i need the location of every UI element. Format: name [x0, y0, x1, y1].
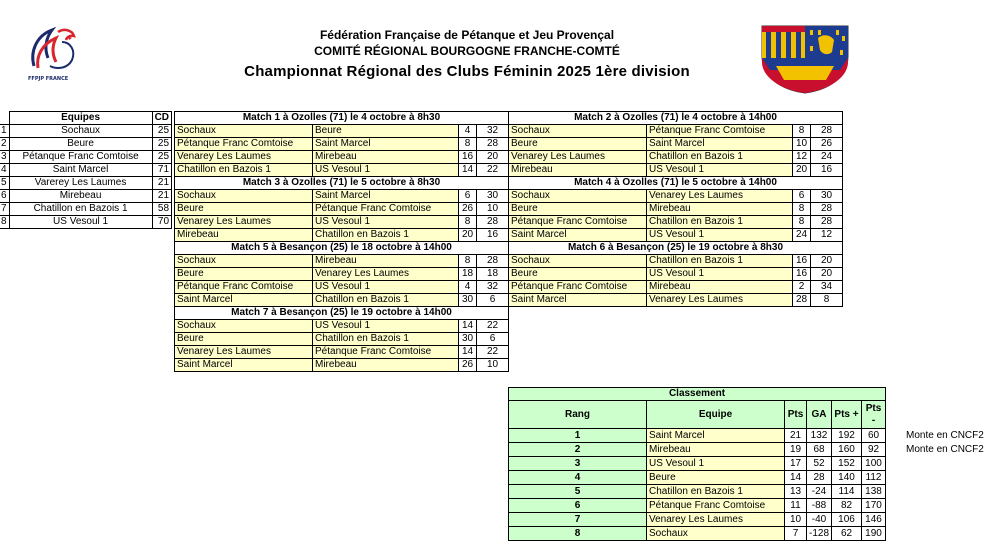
away-score: 32 [477, 281, 509, 294]
home-score: 8 [793, 203, 811, 216]
team-row [0, 151, 172, 164]
points: 17 [785, 457, 807, 471]
team-cd: 25 [152, 125, 171, 138]
away-score: 16 [477, 229, 509, 242]
home-score: 8 [459, 255, 477, 268]
team-name: US Vesoul 1 [9, 216, 152, 229]
team-name: Pétanque Franc Comtoise [9, 151, 152, 164]
away-score: 28 [811, 203, 843, 216]
away-score: 12 [811, 229, 843, 242]
away-score: 20 [811, 268, 843, 281]
goal-average: -24 [807, 485, 832, 499]
ranked-team: Pétanque Franc Comtoise [647, 499, 785, 513]
points: 11 [785, 499, 807, 513]
goal-average: -128 [807, 527, 832, 541]
away-team: Chatillon en Bazois 1 [313, 294, 459, 307]
away-score: 10 [477, 359, 509, 372]
match-row [175, 190, 843, 203]
points: 7 [785, 527, 807, 541]
round-title-row [175, 242, 843, 255]
home-team: Sochaux [175, 125, 313, 138]
rang-header: Rang [509, 401, 647, 429]
team-cd: 71 [152, 164, 171, 177]
classement-header-row [509, 401, 886, 429]
home-team: Saint Marcel [175, 294, 313, 307]
match-title: Match 5 à Besançon (25) le 18 octobre à 14h00 [175, 242, 509, 255]
team-name: Mirebeau [9, 190, 152, 203]
rank: 2 [509, 443, 647, 457]
classement-title-row [509, 388, 886, 401]
match-row [175, 203, 843, 216]
away-team: US Vesoul 1 [313, 164, 459, 177]
away-team: Pétanque Franc Comtoise [647, 125, 793, 138]
promotion-note: Monte en CNCF2 [906, 444, 984, 455]
away-team: Venarey Les Laumes [647, 190, 793, 203]
home-team: Beure [175, 333, 313, 346]
team-name: Sochaux [9, 125, 152, 138]
team-number: 1 [0, 125, 9, 138]
points-against: 146 [862, 513, 886, 527]
goal-average: 28 [807, 471, 832, 485]
home-score: 10 [793, 138, 811, 151]
away-team: Mirebeau [313, 151, 459, 164]
home-score: 14 [459, 346, 477, 359]
teams-header-row [0, 112, 172, 125]
rank: 3 [509, 457, 647, 471]
match-row [175, 125, 843, 138]
logo-text: FFPJP FRANCE [28, 76, 69, 82]
match-row [175, 359, 843, 372]
home-score: 6 [459, 190, 477, 203]
classement-row [509, 485, 886, 499]
away-score: 28 [477, 255, 509, 268]
classement-row [509, 443, 886, 457]
team-row [0, 203, 172, 216]
rank: 4 [509, 471, 647, 485]
away-team: Saint Marcel [313, 138, 459, 151]
rank: 6 [509, 499, 647, 513]
home-team: Pétanque Franc Comtoise [509, 281, 647, 294]
ga-header: GA [807, 401, 832, 429]
home-team: Sochaux [175, 190, 313, 203]
match-row [175, 268, 843, 281]
points-against: 190 [862, 527, 886, 541]
goal-average: -40 [807, 513, 832, 527]
home-team: Sochaux [509, 255, 647, 268]
match-row [175, 151, 843, 164]
team-row [0, 216, 172, 229]
away-score: 22 [477, 320, 509, 333]
team-cd: 58 [152, 203, 171, 216]
home-score: 18 [459, 268, 477, 281]
pts-minus-header: Pts - [862, 401, 886, 429]
match-row [175, 346, 843, 359]
home-score: 24 [793, 229, 811, 242]
away-score: 22 [477, 346, 509, 359]
match-title: Match 7 à Besançon (25) le 19 octobre à 14h00 [175, 307, 509, 320]
points: 14 [785, 471, 807, 485]
away-team: US Vesoul 1 [313, 320, 459, 333]
rank: 5 [509, 485, 647, 499]
points-against: 100 [862, 457, 886, 471]
away-team: Mirebeau [313, 255, 459, 268]
team-cd: 21 [152, 177, 171, 190]
home-score: 30 [459, 333, 477, 346]
away-score: 6 [477, 333, 509, 346]
match-row [175, 294, 843, 307]
match-title: Match 6 à Besançon (25) le 19 octobre à 8h30 [509, 242, 843, 255]
away-score: 18 [477, 268, 509, 281]
home-team: Venarey Les Laumes [175, 151, 313, 164]
home-score: 4 [459, 281, 477, 294]
away-team: Chatillon en Bazois 1 [313, 229, 459, 242]
match-row [175, 138, 843, 151]
points-against: 138 [862, 485, 886, 499]
home-score: 14 [459, 164, 477, 177]
away-score: 28 [811, 216, 843, 229]
promotion-note: Monte en CNCF2 [906, 430, 984, 441]
home-score: 16 [793, 255, 811, 268]
championship-title: Championnat Régional des Clubs Féminin 2025 1ère division [244, 63, 690, 80]
teams-table [0, 111, 172, 229]
points-for: 106 [832, 513, 862, 527]
away-score: 10 [477, 203, 509, 216]
classement-row [509, 527, 886, 541]
teams-equipes-header: Equipes [9, 112, 152, 125]
home-team: Venarey Les Laumes [175, 216, 313, 229]
team-cd: 25 [152, 138, 171, 151]
region-crest-logo [756, 22, 852, 94]
match-row [175, 229, 843, 242]
classement-title: Classement [509, 388, 886, 401]
away-score: 30 [811, 190, 843, 203]
away-score: 26 [811, 138, 843, 151]
away-score: 30 [477, 190, 509, 203]
team-cd: 21 [152, 190, 171, 203]
match-row [175, 216, 843, 229]
rank: 1 [509, 429, 647, 443]
points-for: 192 [832, 429, 862, 443]
round-title-row [175, 112, 843, 125]
away-score: 32 [477, 125, 509, 138]
team-number: 5 [0, 177, 9, 190]
home-team: Sochaux [175, 255, 313, 268]
team-cd: 70 [152, 216, 171, 229]
classement-row [509, 471, 886, 485]
home-score: 26 [459, 359, 477, 372]
ranked-team: US Vesoul 1 [647, 457, 785, 471]
away-score: 28 [811, 125, 843, 138]
home-team: Saint Marcel [175, 359, 313, 372]
home-team: Sochaux [509, 125, 647, 138]
classement-table [508, 387, 886, 541]
pts-plus-header: Pts + [832, 401, 862, 429]
home-score: 20 [793, 164, 811, 177]
ranked-team: Mirebeau [647, 443, 785, 457]
away-team: US Vesoul 1 [647, 229, 793, 242]
classement-row [509, 513, 886, 527]
points-against: 112 [862, 471, 886, 485]
away-team: Pétanque Franc Comtoise [313, 203, 459, 216]
team-name: Varerey Les Laumes [9, 177, 152, 190]
away-team: US Vesoul 1 [647, 268, 793, 281]
away-team: US Vesoul 1 [647, 164, 793, 177]
home-team: Beure [509, 203, 647, 216]
classement-row [509, 499, 886, 513]
match-row [175, 255, 843, 268]
ranked-team: Sochaux [647, 527, 785, 541]
teams-num-header [0, 112, 9, 125]
home-score: 16 [459, 151, 477, 164]
home-score: 16 [793, 268, 811, 281]
away-score: 28 [477, 216, 509, 229]
team-number: 3 [0, 151, 9, 164]
match-title: Match 1 à Ozolles (71) le 4 octobre à 8h30 [175, 112, 509, 125]
ranked-team: Beure [647, 471, 785, 485]
rank: 8 [509, 527, 647, 541]
round-title-row [175, 177, 843, 190]
goal-average: -88 [807, 499, 832, 513]
equipe-header: Equipe [647, 401, 785, 429]
home-score: 8 [793, 125, 811, 138]
points-for: 160 [832, 443, 862, 457]
team-row [0, 138, 172, 151]
team-row [0, 190, 172, 203]
home-team: Pétanque Franc Comtoise [509, 216, 647, 229]
points: 19 [785, 443, 807, 457]
away-team: Saint Marcel [313, 190, 459, 203]
home-score: 12 [793, 151, 811, 164]
points-for: 152 [832, 457, 862, 471]
points-against: 60 [862, 429, 886, 443]
away-score: 20 [477, 151, 509, 164]
points-against: 92 [862, 443, 886, 457]
team-name: Saint Marcel [9, 164, 152, 177]
points: 10 [785, 513, 807, 527]
match-row [175, 164, 843, 177]
home-team: Saint Marcel [509, 229, 647, 242]
round-title-row [175, 307, 843, 320]
points-for: 62 [832, 527, 862, 541]
points-for: 82 [832, 499, 862, 513]
home-score: 8 [793, 216, 811, 229]
classement-row [509, 429, 886, 443]
team-number: 8 [0, 216, 9, 229]
home-team: Venarey Les Laumes [175, 346, 313, 359]
match-row [175, 333, 843, 346]
home-team: Beure [175, 203, 313, 216]
home-score: 30 [459, 294, 477, 307]
away-score: 20 [811, 255, 843, 268]
comite-title: COMITÉ RÉGIONAL BOURGOGNE FRANCHE-COMTÉ [314, 44, 620, 58]
pts-header: Pts [785, 401, 807, 429]
team-number: 4 [0, 164, 9, 177]
away-team: Mirebeau [647, 203, 793, 216]
away-team: Chatillon en Bazois 1 [647, 255, 793, 268]
points: 13 [785, 485, 807, 499]
away-team: US Vesoul 1 [313, 281, 459, 294]
team-number: 7 [0, 203, 9, 216]
team-name: Chatillon en Bazois 1 [9, 203, 152, 216]
team-row [0, 177, 172, 190]
team-cd: 25 [152, 151, 171, 164]
away-score: 22 [477, 164, 509, 177]
away-team: Saint Marcel [647, 138, 793, 151]
home-team: Beure [509, 268, 647, 281]
teams-cd-header: CD [152, 112, 171, 125]
home-team: Chatillon en Bazois 1 [175, 164, 313, 177]
away-team: Mirebeau [647, 281, 793, 294]
team-name: Beure [9, 138, 152, 151]
away-score: 34 [811, 281, 843, 294]
home-score: 14 [459, 320, 477, 333]
home-team: Sochaux [175, 320, 313, 333]
away-team: Chatillon en Bazois 1 [647, 151, 793, 164]
home-team: Mirebeau [509, 164, 647, 177]
home-team: Venarey Les Laumes [509, 151, 647, 164]
home-score: 2 [793, 281, 811, 294]
match-title: Match 2 à Ozolles (71) le 4 octobre à 14h00 [509, 112, 843, 125]
away-team: Pétanque Franc Comtoise [313, 346, 459, 359]
federation-title: Fédération Française de Pétanque et Jeu Provençal [319, 28, 615, 42]
away-team: Mirebeau [313, 359, 459, 372]
home-team: Saint Marcel [509, 294, 647, 307]
away-score: 28 [477, 138, 509, 151]
away-team: Venarey Les Laumes [313, 268, 459, 281]
goal-average: 68 [807, 443, 832, 457]
points: 21 [785, 429, 807, 443]
away-team: Venarey Les Laumes [647, 294, 793, 307]
goal-average: 52 [807, 457, 832, 471]
home-team: Mirebeau [175, 229, 313, 242]
goal-average: 132 [807, 429, 832, 443]
team-number: 2 [0, 138, 9, 151]
home-score: 4 [459, 125, 477, 138]
ranked-team: Chatillon en Bazois 1 [647, 485, 785, 499]
home-team: Beure [509, 138, 647, 151]
rank: 7 [509, 513, 647, 527]
points-for: 140 [832, 471, 862, 485]
team-row [0, 164, 172, 177]
team-row [0, 125, 172, 138]
home-score: 28 [793, 294, 811, 307]
ffpjp-logo [24, 22, 86, 84]
home-team: Pétanque Franc Comtoise [175, 138, 313, 151]
away-score: 24 [811, 151, 843, 164]
ranked-team: Venarey Les Laumes [647, 513, 785, 527]
points-against: 170 [862, 499, 886, 513]
home-team: Pétanque Franc Comtoise [175, 281, 313, 294]
home-team: Sochaux [509, 190, 647, 203]
away-score: 8 [811, 294, 843, 307]
match-row [175, 281, 843, 294]
home-score: 8 [459, 138, 477, 151]
home-score: 6 [793, 190, 811, 203]
away-score: 16 [811, 164, 843, 177]
home-score: 26 [459, 203, 477, 216]
classement-row [509, 457, 886, 471]
away-score: 6 [477, 294, 509, 307]
ranked-team: Saint Marcel [647, 429, 785, 443]
away-team: US Vesoul 1 [313, 216, 459, 229]
away-team: Chatillon en Bazois 1 [313, 333, 459, 346]
match-row [175, 320, 843, 333]
points-for: 114 [832, 485, 862, 499]
home-score: 8 [459, 216, 477, 229]
match-title: Match 3 à Ozolles (71) le 5 octobre à 8h30 [175, 177, 509, 190]
team-number: 6 [0, 190, 9, 203]
away-team: Chatillon en Bazois 1 [647, 216, 793, 229]
away-team: Beure [313, 125, 459, 138]
home-score: 20 [459, 229, 477, 242]
home-team: Beure [175, 268, 313, 281]
matches-table [174, 111, 843, 372]
match-title: Match 4 à Ozolles (71) le 5 octobre à 14h00 [509, 177, 843, 190]
